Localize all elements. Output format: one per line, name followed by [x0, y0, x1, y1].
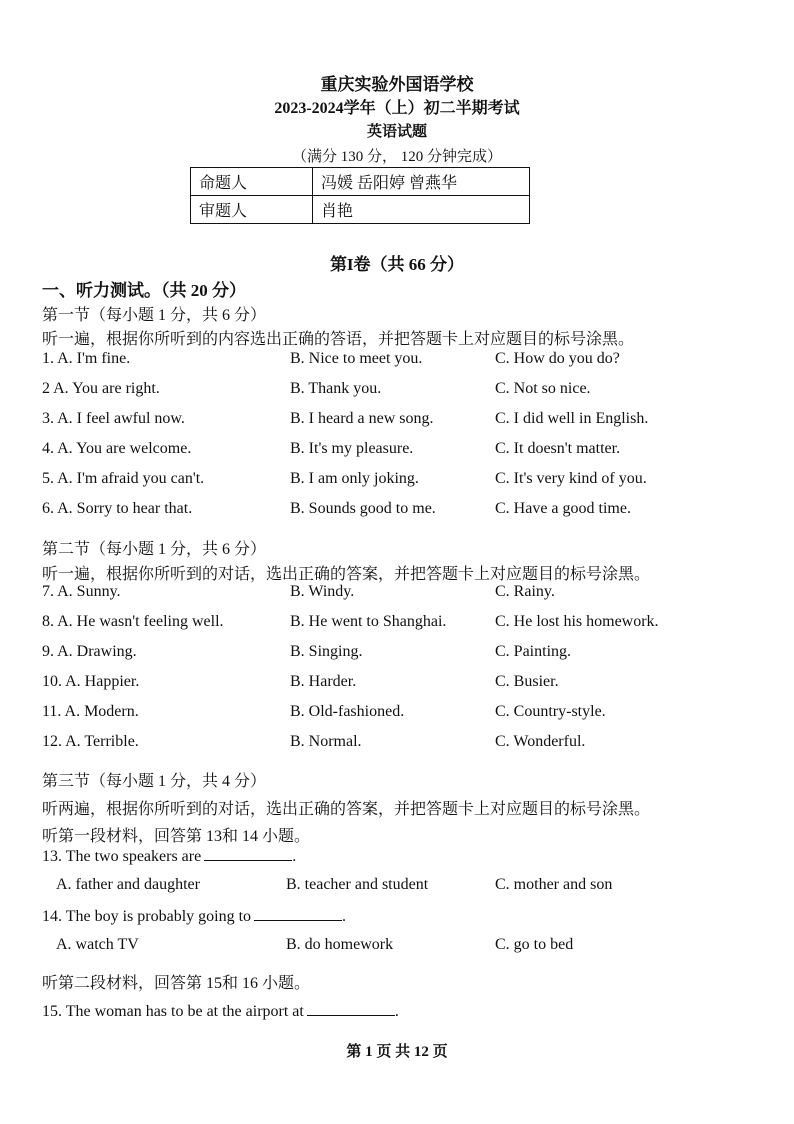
section2-instruction: 听一遍，根据你所听到的对话，选出正确的答案，并把答题卡上对应题目的标号涂黑。 [42, 566, 651, 583]
option-c: C. It doesn't matter. [495, 440, 621, 457]
option-a: 1. A. I'm fine. [42, 350, 131, 367]
option-c: C. Busier. [495, 673, 559, 690]
option-a: 11. A. Modern. [42, 703, 139, 720]
option-a: A. father and daughter [56, 876, 200, 893]
question-row [42, 500, 762, 524]
option-b: B. It's my pleasure. [290, 440, 414, 457]
section3-instruction: 听两遍，根据你所听到的对话，选出正确的答案，并把答题卡上对应题目的标号涂黑。 [42, 801, 651, 818]
staff-names: 冯媛 岳阳婷 曾燕华 [313, 168, 530, 196]
page-number: 第 1 页 共 12 页 [346, 1044, 448, 1060]
option-b: B. Old-fashioned. [290, 703, 405, 720]
staff-role: 命题人 [191, 168, 313, 196]
option-b: B. Singing. [290, 643, 363, 660]
option-a: 8. A. He wasn't feeling well. [42, 613, 224, 630]
question-stem [42, 906, 346, 926]
section2-title: 第二节（每小题 1 分，共 6 分） [42, 541, 267, 558]
question-row [42, 350, 762, 374]
material1-heading: 听第一段材料，回答第 13和 14 小题。 [42, 828, 311, 845]
staff-role: 审题人 [191, 196, 313, 224]
option-b: B. I heard a new song. [290, 410, 434, 427]
option-a: 12. A. Terrible. [42, 733, 139, 750]
score-info: （满分 130 分， 120 分钟完成） [291, 149, 502, 165]
question-stem [42, 846, 296, 866]
option-b: B. I am only joking. [290, 470, 419, 487]
question-row [42, 470, 762, 494]
option-a: 3. A. I feel awful now. [42, 410, 185, 427]
option-c: C. Not so nice. [495, 380, 591, 397]
school-name: 重庆实验外国语学校 [320, 75, 474, 94]
answer-blank [254, 906, 342, 921]
option-b: B. do homework [286, 936, 394, 953]
question-row [42, 643, 762, 667]
material2-heading: 听第二段材料，回答第 15和 16 小题。 [42, 975, 311, 992]
staff-row [191, 196, 530, 224]
option-b: B. Thank you. [290, 380, 382, 397]
section3-title: 第三节（每小题 1 分，共 4 分） [42, 773, 267, 790]
stem-end: . [342, 908, 347, 925]
question-row [56, 936, 776, 960]
section1-title: 第一节（每小题 1 分，共 6 分） [42, 307, 267, 324]
question-row [42, 733, 762, 757]
option-c: C. Painting. [495, 643, 572, 660]
option-c: C. go to bed [495, 936, 574, 953]
option-a: 6. A. Sorry to hear that. [42, 500, 193, 517]
option-a: 5. A. I'm afraid you can't. [42, 470, 205, 487]
option-b: B. Sounds good to me. [290, 500, 436, 517]
option-b: B. Nice to meet you. [290, 350, 423, 367]
option-c: C. mother and son [495, 876, 613, 893]
option-a: A. watch TV [56, 936, 139, 953]
stem-text: 15. The woman has to be at the airport at [42, 1003, 304, 1020]
question-row [42, 583, 762, 607]
subject-title: 英语试题 [366, 124, 427, 140]
option-c: C. It's very kind of you. [495, 470, 647, 487]
answer-blank [307, 1001, 395, 1016]
option-c: C. Rainy. [495, 583, 555, 600]
question-row [42, 380, 762, 404]
option-c: C. I did well in English. [495, 410, 649, 427]
answer-blank [204, 846, 292, 861]
option-a: 4. A. You are welcome. [42, 440, 192, 457]
stem-text: 13. The two speakers are [42, 848, 202, 865]
section1-instruction: 听一遍，根据你所听到的内容选出正确的答语，并把答题卡上对应题目的标号涂黑。 [42, 331, 635, 348]
staff-row [191, 168, 530, 196]
question-row [56, 876, 776, 900]
option-c: C. Country-style. [495, 703, 606, 720]
question-row [42, 440, 762, 464]
option-a: 10. A. Happier. [42, 673, 140, 690]
option-a: 2 A. You are right. [42, 380, 160, 397]
option-b: B. teacher and student [286, 876, 429, 893]
option-b: B. Harder. [290, 673, 357, 690]
part1-title: 一、听力测试。（共 20 分） [42, 281, 246, 300]
option-c: C. Have a good time. [495, 500, 631, 517]
question-row [42, 703, 762, 727]
option-c: C. How do you do? [495, 350, 620, 367]
staff-names: 肖艳 [313, 196, 530, 224]
question-row [42, 410, 762, 434]
staff-table [190, 167, 530, 224]
volume-title: 第I卷（共 66 分） [329, 255, 465, 274]
exam-title: 2023-2024学年（上）初二半期考试 [274, 100, 520, 117]
option-a: 9. A. Drawing. [42, 643, 137, 660]
option-b: B. Windy. [290, 583, 355, 600]
option-c: C. Wonderful. [495, 733, 586, 750]
option-a: 7. A. Sunny. [42, 583, 121, 600]
option-c: C. He lost his homework. [495, 613, 659, 630]
option-b: B. Normal. [290, 733, 362, 750]
stem-end: . [292, 848, 297, 865]
question-row [42, 673, 762, 697]
question-stem [42, 1001, 399, 1021]
stem-end: . [394, 1003, 399, 1020]
option-b: B. He went to Shanghai. [290, 613, 447, 630]
question-row [42, 613, 762, 637]
stem-text: 14. The boy is probably going to [42, 908, 252, 925]
